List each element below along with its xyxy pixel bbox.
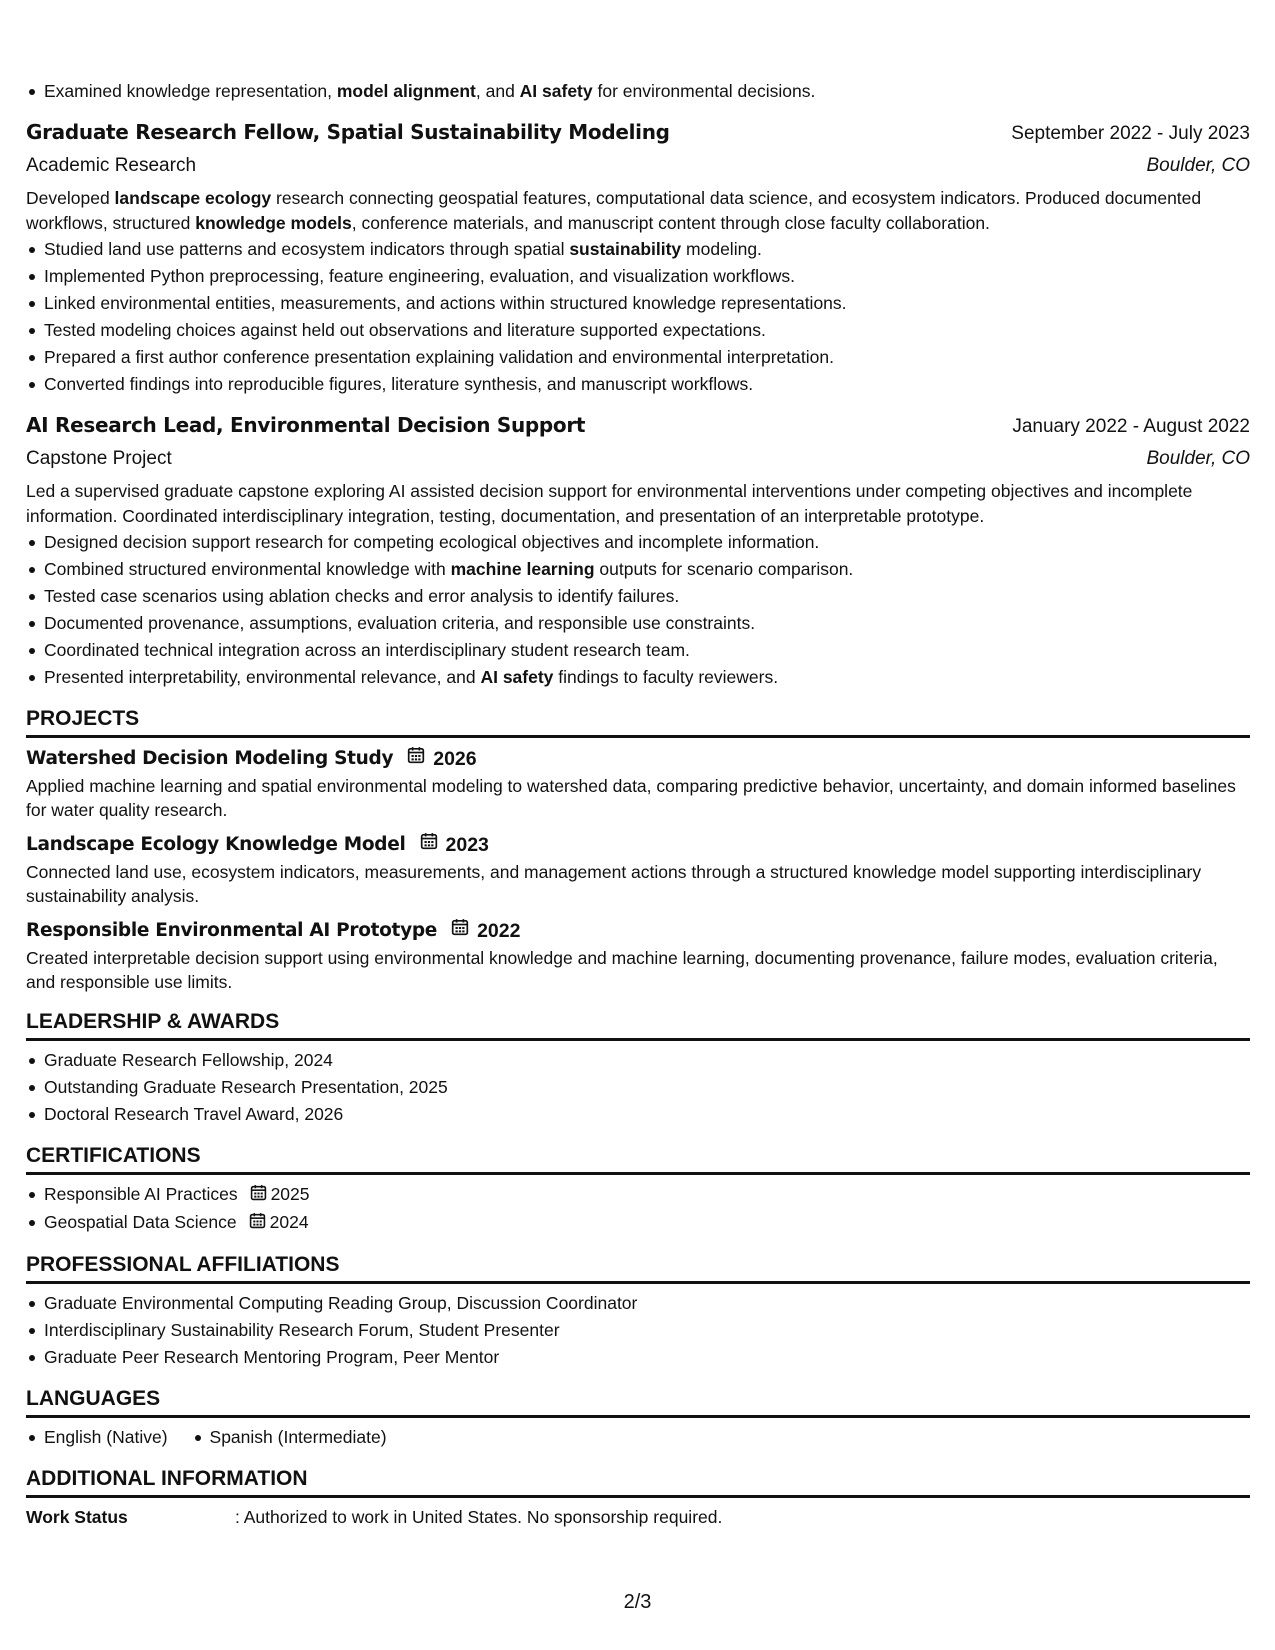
- certification-year: 2025: [270, 1184, 310, 1204]
- work-status-value: : Authorized to work in United States. No sponsorship required.: [235, 1506, 723, 1527]
- page-number: 2/3: [623, 1591, 652, 1613]
- project-name: Responsible Environmental AI Prototype: [26, 920, 438, 941]
- bullet-item: [26, 664, 1250, 691]
- certification-name: Geospatial Data Science: [44, 1211, 237, 1232]
- job-subheader: [26, 444, 1250, 473]
- project-year: 2026: [433, 748, 477, 770]
- project-year: 2023: [445, 834, 489, 856]
- job-bullet-list: [26, 236, 1250, 398]
- section-heading: LANGUAGES: [26, 1384, 1250, 1418]
- text-run: , conference materials, and manuscript content through close faculty collaboration.: [351, 213, 990, 233]
- bullet-item: [26, 637, 1250, 664]
- section-heading: LEADERSHIP & AWARDS: [26, 1007, 1250, 1041]
- text-run: Tested case scenarios using ablation checks and error analysis to identify failures.: [44, 586, 680, 606]
- bullet-item: [26, 529, 1250, 556]
- bullet-item: [26, 317, 1250, 344]
- text-run: Coordinated technical integration across an interdisciplinary student research team.: [44, 640, 690, 660]
- job-summary: [26, 186, 1250, 236]
- job-summary: [26, 479, 1250, 529]
- project-description: Applied machine learning and spatial environmental modeling to watershed data, comparing predictive behavior, uncertainty, and domain informed baselines for water quality research.: [26, 776, 1236, 820]
- certification-item: [26, 1181, 1250, 1209]
- bullet-item: [26, 344, 1250, 371]
- job-title: Graduate Research Fellow, Spatial Sustainability Modeling: [26, 120, 670, 144]
- project-description: Connected land use, ecosystem indicators, measurements, and management actions through a structured knowledge model supporting interdisciplinary sustainability analysis.: [26, 862, 1202, 906]
- bullet-item: [26, 236, 1250, 263]
- additional-section: [26, 1464, 1250, 1531]
- job-location: Boulder, CO: [1146, 155, 1250, 176]
- job-header: [26, 117, 1250, 149]
- job-location: Boulder, CO: [1146, 448, 1250, 469]
- text-run: outputs for scenario comparison.: [594, 559, 854, 579]
- job-bullet-list: [26, 529, 1250, 691]
- project-name: Landscape Ecology Knowledge Model: [26, 834, 406, 855]
- project-entry: [26, 916, 1250, 994]
- text-run: Tested modeling choices against held out observations and literature supported expectations.: [44, 320, 766, 340]
- calendar-icon: [451, 916, 469, 946]
- bold-text: knowledge models: [195, 213, 352, 233]
- text-run: Converted findings into reproducible figures, literature synthesis, and manuscript workflows.: [44, 374, 754, 394]
- languages-section: [26, 1384, 1250, 1451]
- project-year: 2022: [477, 920, 521, 942]
- list-item: Graduate Environmental Computing Reading Group, Discussion Coordinator: [26, 1290, 1250, 1317]
- project-description: Created interpretable decision support using environmental knowledge and machine learning, documenting provenance, failure modes, evaluation criteria, and responsible use limits.: [26, 948, 1218, 992]
- text-run: findings to faculty reviewers.: [553, 667, 779, 687]
- text-run: modeling.: [681, 239, 762, 259]
- job-organization: Capstone Project: [26, 448, 172, 469]
- list-item: Doctoral Research Travel Award, 2026: [26, 1101, 1250, 1128]
- bold-text: AI safety: [519, 81, 593, 101]
- bold-text: model alignment: [336, 81, 476, 101]
- job-dates: September 2022 - July 2023: [1011, 123, 1250, 144]
- job-header: [26, 410, 1250, 442]
- work-status-row: [26, 1504, 1250, 1531]
- resume-content: [26, 78, 1250, 1531]
- text-run: Designed decision support research for competing ecological objectives and incomplete information.: [44, 532, 820, 552]
- text-run: Led a supervised graduate capstone exploring AI assisted decision support for environmental interventions under competing objectives and incomplete information. Coordinated interdisciplinary integration, testing, documentation, and presentation of an interpretable prototype.: [26, 481, 1193, 526]
- calendar-icon: [420, 830, 438, 860]
- affiliations-section: [26, 1250, 1250, 1371]
- section-heading: PROFESSIONAL AFFILIATIONS: [26, 1250, 1250, 1284]
- project-entry: [26, 830, 1250, 908]
- calendar-icon: [250, 1182, 267, 1209]
- bullet-item: [26, 371, 1250, 398]
- job-title: AI Research Lead, Environmental Decision Support: [26, 413, 586, 437]
- bullet-item: [26, 290, 1250, 317]
- section-heading: ADDITIONAL INFORMATION: [26, 1464, 1250, 1498]
- text-run: Implemented Python preprocessing, feature engineering, evaluation, and visualization workflows.: [44, 266, 795, 286]
- list-item: Outstanding Graduate Research Presentation, 2025: [26, 1074, 1250, 1101]
- text-run: , and: [475, 81, 520, 101]
- text-run: Presented interpretability, environmental relevance, and: [44, 667, 481, 687]
- section-heading: CERTIFICATIONS: [26, 1141, 1250, 1175]
- list-item: Spanish (Intermediate): [192, 1424, 387, 1451]
- bullet-item: [26, 263, 1250, 290]
- project-header: [26, 830, 1250, 860]
- text-run: Linked environmental entities, measurements, and actions within structured knowledge representations.: [44, 293, 847, 313]
- carryover-bullet-list: [26, 78, 1250, 105]
- project-name: Watershed Decision Modeling Study: [26, 748, 394, 769]
- text-run: Developed: [26, 188, 115, 208]
- calendar-icon: [249, 1210, 266, 1237]
- text-run: research connecting geospatial features, computational data science, and ecosystem indicators. Produced documented workflows, structured: [26, 188, 1202, 233]
- bullet-item: [26, 78, 1250, 105]
- text-run: Combined structured environmental knowledge with: [44, 559, 451, 579]
- job-organization: Academic Research: [26, 155, 197, 176]
- bold-text: AI safety: [480, 667, 554, 687]
- bold-text: landscape ecology: [114, 188, 272, 208]
- text-run: Studied land use patterns and ecosystem indicators through spatial: [44, 239, 570, 259]
- bold-text: machine learning: [450, 559, 595, 579]
- certification-item: [26, 1209, 1250, 1237]
- text-run: Examined knowledge representation,: [44, 81, 337, 101]
- bold-text: sustainability: [569, 239, 682, 259]
- experience-entry: [26, 117, 1250, 398]
- affiliations-list: [26, 1290, 1250, 1371]
- bullet-item: [26, 610, 1250, 637]
- calendar-icon: [407, 744, 425, 774]
- experience-entry: [26, 410, 1250, 691]
- list-item: Graduate Peer Research Mentoring Program, Peer Mentor: [26, 1344, 1250, 1371]
- section-heading: PROJECTS: [26, 704, 1250, 738]
- list-item: English (Native): [26, 1424, 168, 1451]
- text-run: for environmental decisions.: [592, 81, 816, 101]
- project-header: [26, 744, 1250, 774]
- work-status-label: Work Status: [26, 1506, 128, 1527]
- leadership-section: [26, 1007, 1250, 1128]
- project-entry: [26, 744, 1250, 822]
- certifications-list: [26, 1181, 1250, 1237]
- certifications-section: [26, 1141, 1250, 1237]
- bullet-item: [26, 556, 1250, 583]
- bullet-item: [26, 583, 1250, 610]
- text-run: Prepared a first author conference presentation explaining validation and environmental interpretation.: [44, 347, 834, 367]
- job-dates: January 2022 - August 2022: [1012, 416, 1250, 437]
- certification-name: Responsible AI Practices: [44, 1184, 238, 1204]
- experience-list: [26, 117, 1250, 691]
- certification-year: 2024: [269, 1211, 309, 1232]
- job-subheader: [26, 151, 1250, 180]
- list-item: Interdisciplinary Sustainability Research Forum, Student Presenter: [26, 1317, 1250, 1344]
- text-run: Documented provenance, assumptions, evaluation criteria, and responsible use constraints.: [44, 613, 756, 633]
- list-item: Graduate Research Fellowship, 2024: [26, 1047, 1250, 1074]
- languages-list: [26, 1424, 1250, 1451]
- project-header: [26, 916, 1250, 946]
- projects-list: [26, 744, 1250, 994]
- projects-section: [26, 704, 1250, 994]
- leadership-list: [26, 1047, 1250, 1128]
